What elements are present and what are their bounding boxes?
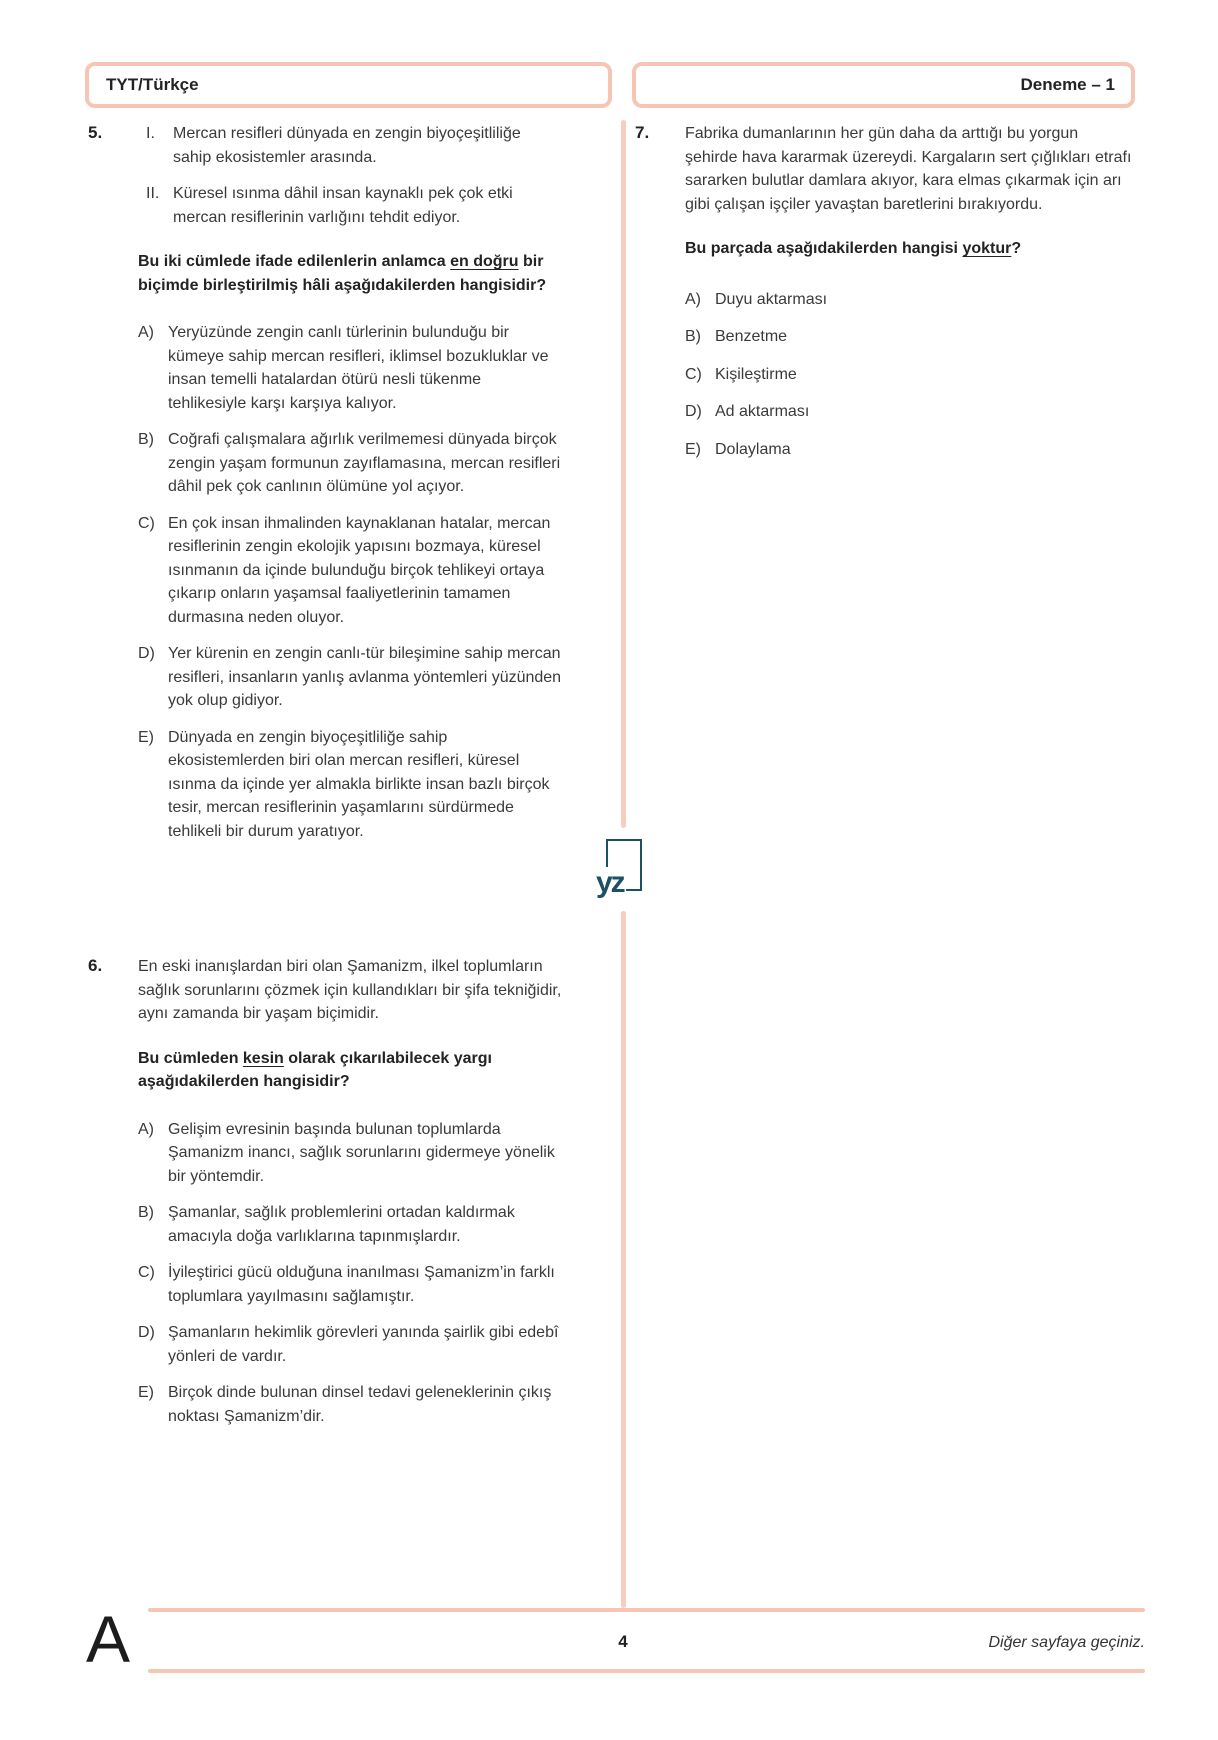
option-b — [685, 325, 1135, 349]
stem-underlined-word: kesin — [242, 1049, 284, 1067]
question-6-number: 6. — [88, 956, 103, 975]
question-6-stem — [138, 1047, 562, 1094]
question-6-paragraph: En eski inanışlardan biri olan Şamanizm, ilkel toplumların sağlık sorunlarını çözmek için kullandıkları bir şifa tekniğidir, aynı zamanda bir yaşam biçimidir. — [138, 958, 562, 1022]
option-e — [685, 438, 1135, 462]
stem-underlined-word: en doğru — [450, 253, 519, 270]
option-text: Dolaylama — [715, 440, 791, 458]
option-text: Duyu aktarması — [715, 290, 828, 308]
option-text: Yeryüzünde zengin canlı türlerinin bulunduğu bir kümeye sahip mercan resifleri, iklimsel bozukluklar ve insan temelli hatalardan ötürü nesli tükenme tehlikesiyle karşı karşıya kalıyor. — [168, 324, 549, 412]
question-7-content — [685, 122, 1135, 475]
option-letter: A) — [685, 290, 701, 308]
option-letter: C) — [138, 514, 155, 532]
option-text: En çok insan ihmalinden kaynaklanan hatalar, mercan resiflerinin zengin ekolojik yapısını bozmaya, küresel ısınmanın da içinde bulunduğu birçok tehlikeyi ortaya çıkarıp onların yaşamsal faaliyetlerinin tamamen durmasına neden oluyor. — [168, 514, 551, 626]
option-text: Coğrafi çalışmalara ağırlık verilmemesi dünyada birçok zengin yaşam formunun zayıflamasına, mercan resifleri dâhil pek çok canlının ölümüne yol açıyor. — [168, 431, 561, 495]
option-letter: C) — [685, 365, 702, 383]
option-c — [138, 512, 562, 630]
roman-numeral: I. — [146, 125, 155, 142]
header-exam-title: Deneme – 1 — [1020, 75, 1115, 94]
roman-item-1 — [138, 122, 562, 169]
yz-publisher-logo — [596, 839, 645, 899]
header-left-box — [85, 62, 612, 108]
option-letter: E) — [685, 440, 701, 458]
roman-item-text: Küresel ısınma dâhil insan kaynaklı pek çok etki mercan resiflerinin varlığını tehdit ediyor. — [173, 185, 513, 226]
option-letter: A) — [138, 324, 154, 341]
question-5-number: 5. — [88, 123, 103, 142]
header-right-box — [632, 62, 1135, 108]
option-a — [685, 288, 1135, 312]
stem-text: bir biçimde birleştirilmiş hâli aşağıdakilerden hangisidir? — [138, 253, 547, 294]
option-e — [138, 1381, 562, 1428]
option-text: Şamanların hekimlik görevleri yanında şairlik gibi edebî yönleri de vardır. — [168, 1324, 559, 1365]
question-6 — [88, 955, 562, 1441]
option-letter: D) — [138, 1324, 155, 1341]
option-text: Dünyada en zengin biyoçeşitliliğe sahip ekosistemlerden biri olan mercan resifleri, küresel ısınma da içinde yer almakla birlikte insan bazlı birçok tesir, mercan resiflerinin yaşamlarını sürdürmede tehlikeli bir durum yaratıyor. — [168, 728, 550, 840]
question-7 — [635, 122, 1135, 475]
footer-line-bottom — [148, 1669, 1145, 1673]
option-d — [138, 1321, 562, 1368]
question-7-stem — [685, 237, 1135, 261]
option-text: Şamanlar, sağlık problemlerini ortadan kaldırmak amacıyla doğa varlıklarına tapınmışlardır. — [168, 1204, 515, 1245]
option-a — [138, 321, 562, 415]
option-text: Ad aktarması — [715, 403, 810, 420]
option-text: Yer kürenin en zengin canlı-tür bileşimine sahip mercan resifleri, insanların yanlış avlanma yöntemleri yüzünden yok olup gidiyor. — [168, 645, 562, 709]
option-text: Kişileştirme — [715, 365, 797, 383]
option-c — [138, 1261, 562, 1308]
stem-text: Bu cümleden — [138, 1049, 243, 1067]
option-text: Gelişim evresinin başında bulunan toplumlarda Şamanizm inancı, sağlık sorunlarını gidermeye yönelik bir yöntemdir. — [168, 1120, 555, 1185]
question-7-number: 7. — [635, 123, 650, 142]
option-letter: B) — [138, 1204, 154, 1221]
booklet-letter: A — [86, 1602, 131, 1676]
question-6-content — [138, 955, 562, 1441]
option-c — [685, 363, 1135, 387]
option-letter: B) — [685, 328, 701, 345]
option-letter: A) — [138, 1120, 154, 1138]
stem-text: Bu iki cümlede ifade edilenlerin anlamca — [138, 253, 451, 270]
roman-numeral: II. — [146, 185, 160, 202]
option-letter: C) — [138, 1264, 155, 1281]
option-a — [138, 1118, 562, 1189]
option-letter: D) — [685, 403, 702, 420]
footer-note: Diğer sayfaya geçiniz. — [988, 1634, 1145, 1651]
option-letter: E) — [138, 728, 154, 746]
column-divider-bottom — [621, 911, 626, 1608]
option-d — [138, 642, 562, 713]
option-text: Benzetme — [715, 328, 788, 345]
stem-text: olarak çıkarılabilecek yargı aşağıdakilerden hangisidir? — [138, 1049, 492, 1090]
option-letter: E) — [138, 1384, 154, 1401]
option-text: İyileştirici gücü olduğuna inanılması Şamanizm’in farklı toplumlara yayılmasını sağlamıştır. — [168, 1264, 555, 1305]
footer-line-top — [148, 1608, 1145, 1612]
left-column — [88, 122, 562, 1441]
option-d — [685, 400, 1135, 424]
option-letter: B) — [138, 431, 154, 448]
yz-logo-text: yz — [596, 866, 624, 899]
option-b — [138, 1201, 562, 1248]
stem-underlined-word: yoktur — [962, 240, 1012, 257]
question-5-stem — [138, 250, 562, 297]
option-b — [138, 428, 562, 499]
question-7-paragraph: Fabrika dumanlarının her gün daha da arttığı bu yorgun şehirde hava kararmak üzereydi. Kargaların sert çığlıkları etrafı sararken bulutlar damlara akıyor, kara elmas çıkarmak için arı gibi çalışan işçiler yavaştan baretlerini bırakıyordu. — [685, 125, 1132, 213]
header-subject-title: TYT/Türkçe — [106, 75, 199, 94]
roman-item-text: Mercan resifleri dünyada en zengin biyoçeşitliliğe sahip ekosistemler arasında. — [173, 125, 521, 166]
option-letter: D) — [138, 645, 155, 662]
stem-text: Bu parçada aşağıdakilerden hangisi — [685, 240, 963, 257]
question-5 — [88, 122, 562, 856]
column-divider-top — [621, 120, 626, 828]
question-5-content — [138, 122, 562, 856]
option-e — [138, 726, 562, 844]
roman-item-2 — [138, 182, 562, 229]
stem-text: ? — [1011, 240, 1022, 257]
right-column — [635, 122, 1135, 475]
page-number: 4 — [618, 1632, 628, 1651]
option-text: Birçok dinde bulunan dinsel tedavi geleneklerinin çıkış noktası Şamanizm’dir. — [168, 1384, 552, 1425]
